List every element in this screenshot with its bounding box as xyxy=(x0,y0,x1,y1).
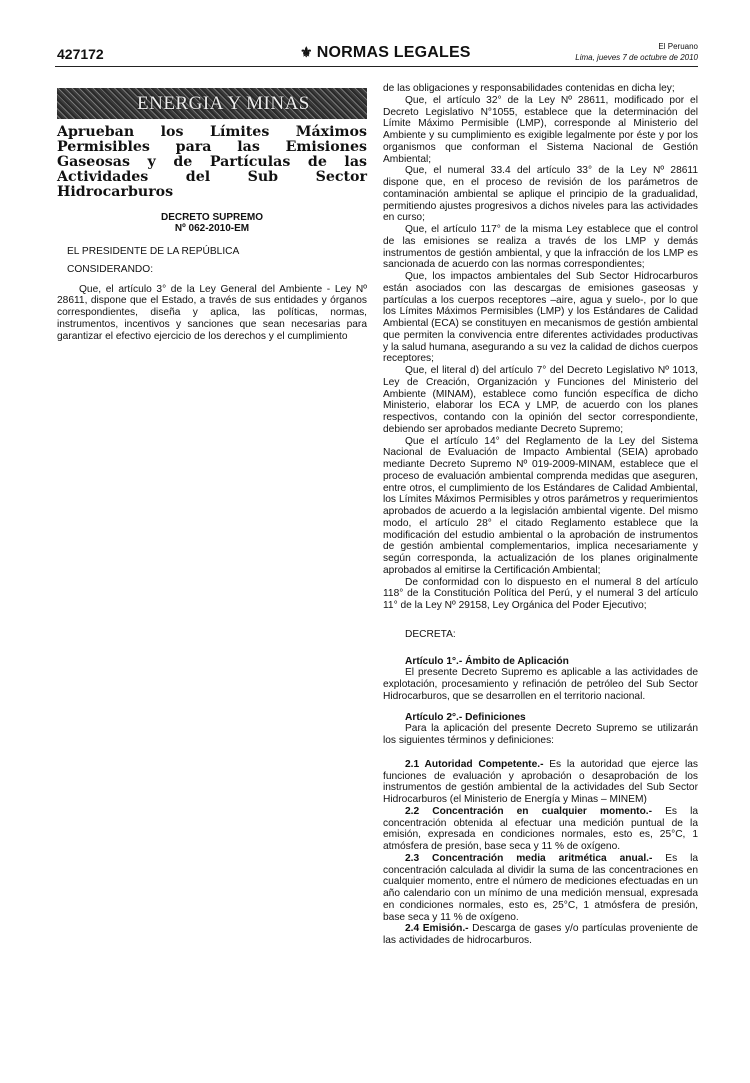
right-column xyxy=(383,83,698,947)
considerando-label: CONSIDERANDO: xyxy=(67,263,154,275)
paragraph: Que, el artículo 3° de la Ley General del Ambiente - Ley Nº 28611, dispone que el Estado, a través de sus entidades y órganos correspondientes, diseña y aplica, las políticas, normas, instrumentos, incentivos y sanciones que sean necesarias para garantizar el efectivo ejercicio de los derechos y el cumplimiento xyxy=(57,283,367,342)
publication-info xyxy=(575,41,698,63)
article-2-heading: Artículo 2°.- Definiciones xyxy=(405,711,526,723)
article-1-heading: Artículo 1°.- Ámbito de Aplicación xyxy=(405,655,569,667)
paragraph: Que, el artículo 32° de la Ley Nº 28611, modificado por el Decreto Legislativo N°1055, establece que la determinación del Límite Máximo Permisible (LMP), corresponde al Ministerio del Ambiente y su cumplimiento es exigible legalmente por éste y por los organismos que conforman el Sistema Nacional de Gestión Ambiental; xyxy=(383,94,698,165)
definition-term: 2.1 Autoridad Competente.- xyxy=(405,758,544,770)
header-divider xyxy=(55,66,698,67)
definition-term: 2.4 Emisión.- xyxy=(405,923,469,935)
paragraph: Que, el artículo 117° de la misma Ley establece que el control de las emisiones se realiza a través de los LMP y demás instrumentos de gestión ambiental, y que la infracción de los LMP es sancionada de acuerdo con las normas correspondientes; xyxy=(383,224,698,271)
president-line: EL PRESIDENTE DE LA REPÚBLICA xyxy=(67,246,240,257)
left-column xyxy=(57,88,367,342)
decree-heading: DECRETO SUPREMO Nº 062-2010-EM xyxy=(160,212,264,234)
paragraph: De conformidad con lo dispuesto en el numeral 8 del artículo 118° de la Constitución Política del Perú, y el numeral 3 del artículo 11° de la Ley Nº 29158, Ley Orgánica del Poder Ejecutivo; xyxy=(383,576,698,611)
publication-date: Lima, jueves 7 de octubre de 2010 xyxy=(575,53,698,62)
paragraph: El presente Decreto Supremo es aplicable a las actividades de explotación, procesamiento y refinación de petróleo del Sub Sector Hidrocarburos, que se desarrollen en el territorio nacional. xyxy=(383,667,698,702)
section-banner: ENERGIA Y MINAS xyxy=(57,88,367,119)
paragraph: Que, los impactos ambientales del Sub Sector Hidrocarburos están asociados con las descargas de emisiones gaseosas y partículas a los cuerpos receptores –aire, agua y suelo-, por lo que los Límites Máximos Permisibles (LMP) y los Estándares de Calidad Ambiental (ECA) se constituyen en mecanismos de gestión ambiental que permiten la convivencia entre diferentes actividades productivas y la salud humana, asegurando a su vez la calidad de dichos cuerpos receptores; xyxy=(383,271,698,365)
definition: 2.2 Concentración en cualquier momento.- Es la concentración obtenida al efectuar una medición puntual de la emisión, expresada en condiciones normales, esto es, 25°C, 1 atmósfera de presión, base seca y 11 % de oxígeno. xyxy=(383,805,698,852)
decreta-label: DECRETA: xyxy=(405,628,456,640)
paragraph: Que el artículo 14° del Reglamento de la Ley del Sistema Nacional de Evaluación de Impacto Ambiental (SEIA) aprobado mediante Decreto Supremo Nº 019-2009-MINAM, establece que el proceso de evaluación ambiental comprenda medidas que aseguren, entre otros, el cumplimiento de los Estándares de Calidad Ambiental, los Límites Máximos Permisibles y otros parámetros y requerimientos aprobados de acuerdo a la legislación ambiental vigente. Del mismo modo, el artículo 28° el citado Reglamento establece que la modificación del estudio ambiental o la aprobación de instrumentos de gestión ambiental complementarios, implica necesariamente y según corresponda, la actualización de los planes originalmente aprobados al emitirse la Certificación Ambiental; xyxy=(383,435,698,576)
definition: 2.1 Autoridad Competente.- Es la autoridad que ejerce las funciones de evaluación y aprobación o desaprobación de los instrumentos de gestión ambiental de la actividades del Sub Sector Hidrocarburos (el Ministerio de Energía y Minas – MINEM) xyxy=(383,758,698,805)
paragraph: Para la aplicación del presente Decreto Supremo se utilizarán los siguientes términos y definiciones: xyxy=(383,723,698,746)
newspaper-name: El Peruano xyxy=(658,42,698,51)
paragraph: Que, el numeral 33.4 del artículo 33° de la Ley Nº 28611 dispone que, en el proceso de revisión de los parámetros de contaminación ambiental se aplique el principio de la gradualidad, permitiendo ajustes progresivos a dichos niveles para las actividades en curso; xyxy=(383,165,698,224)
page-number: 427172 xyxy=(57,46,104,62)
paragraph: Que, el literal d) del artículo 7° del Decreto Legislativo Nº 1013, Ley de Creación, Organización y Funciones del Ministerio del Ambiente (MINAM), establece como función específica de dicho Ministerio, elaborar los ECA y LMP, de acuerdo con los planes respectivos, contando con la opinión del sector correspondiente, debiendo ser aprobados mediante Decreto Supremo; xyxy=(383,365,698,435)
definition: 2.3 Concentración media aritmética anual.- Es la concentración calculada al dividir la suma de las concentraciones en cualquier momento, entre el número de mediciones efectuadas en un año calendario con un mínimo de una medición mensual, expresada en condiciones normales, esto es, 25°C, 1 atmósfera de presión, base seca y 11 % de oxígeno. xyxy=(383,852,698,923)
publication-title: ⚜ NORMAS LEGALES xyxy=(300,44,471,61)
seal-icon: ⚜ xyxy=(300,44,313,60)
article-title: Aprueban los Límites Máximos Permisibles para las Emisiones Gaseosas y de Partículas de las Actividades del Sub Sector Hidrocarburos xyxy=(57,124,367,200)
definition-term: 2.2 Concentración en cualquier momento.- xyxy=(405,805,653,817)
definition: 2.4 Emisión.- Descarga de gases y/o partículas proveniente de las actividades de hidrocarburos. xyxy=(383,923,698,946)
paragraph: de las obligaciones y responsabilidades contenidas en dicha ley; xyxy=(383,83,675,94)
definition-term: 2.3 Concentración media aritmética anual.- xyxy=(405,852,653,864)
